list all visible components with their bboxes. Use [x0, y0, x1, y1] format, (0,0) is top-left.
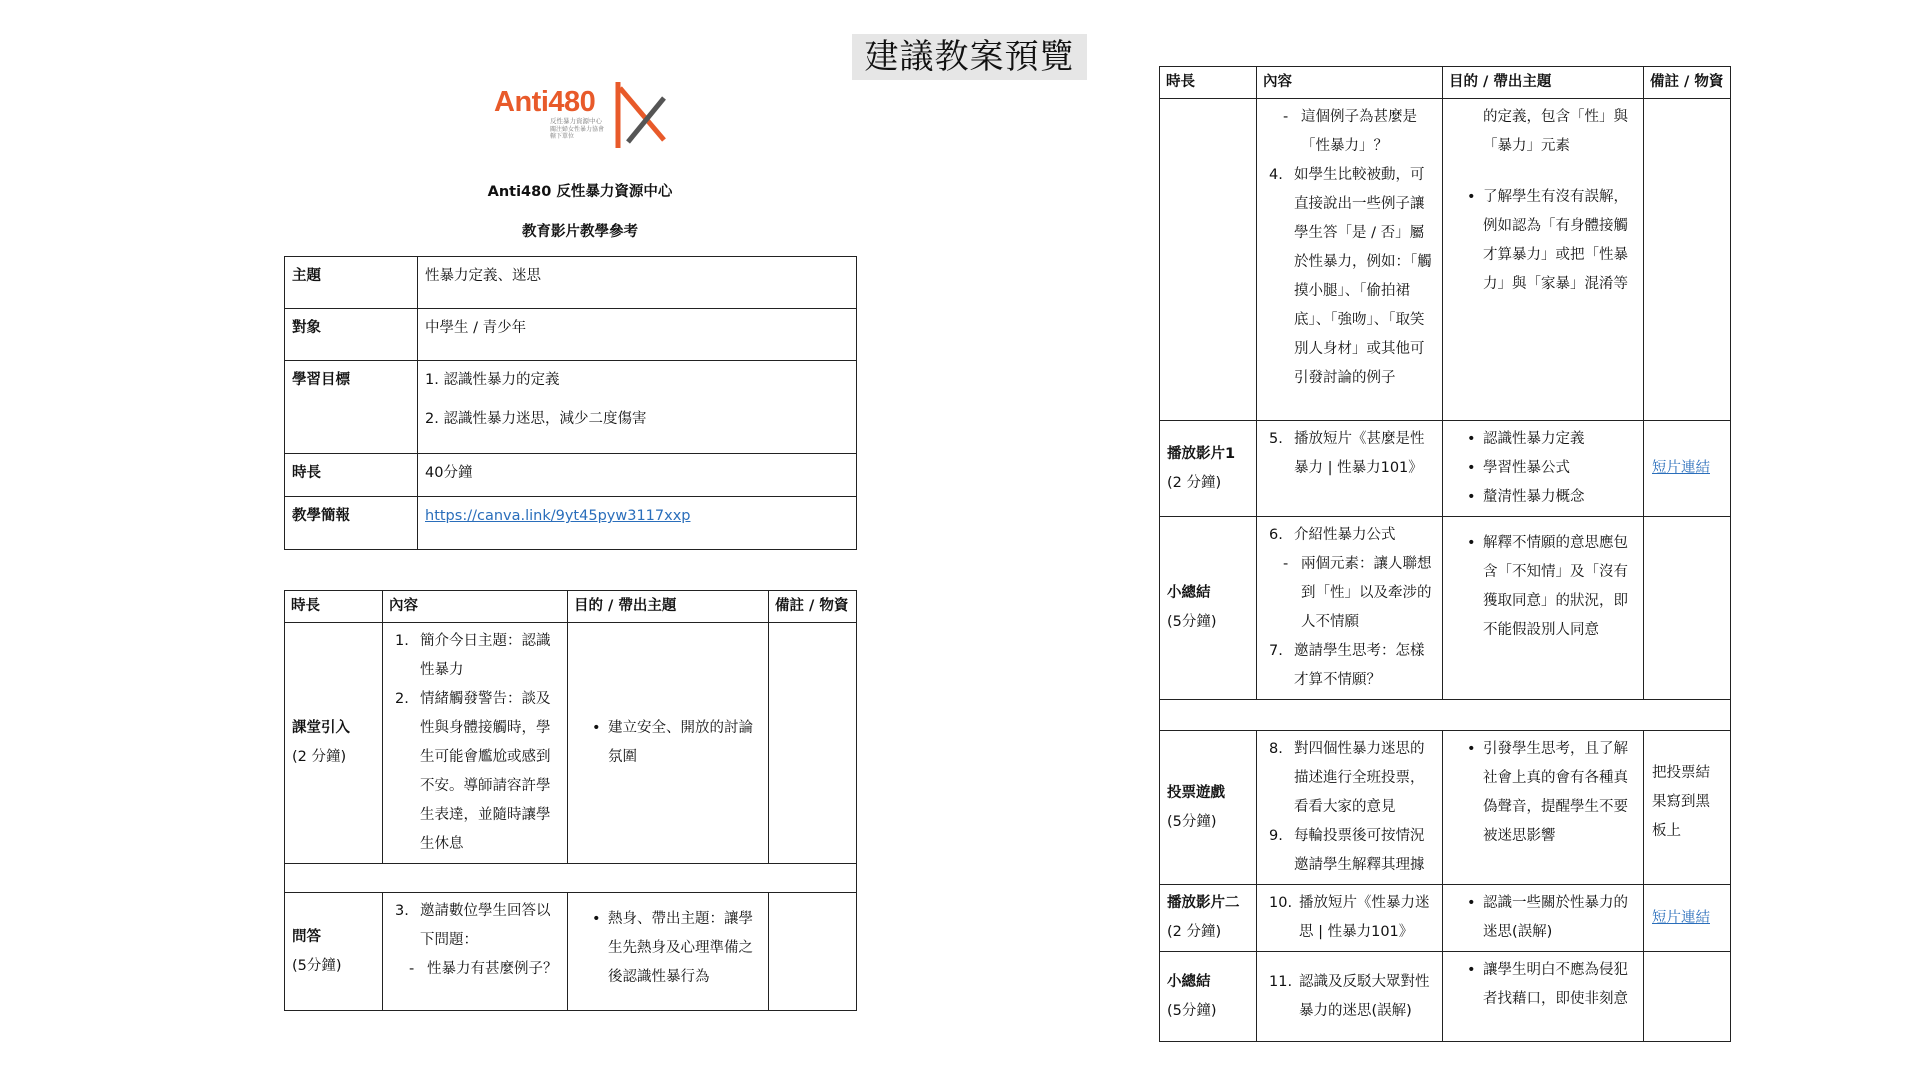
item-number: 8. [1269, 741, 1283, 757]
header-duration: 時長 [285, 591, 383, 623]
list-item [1453, 735, 1637, 851]
topic-value: 性暴力定義、迷思 [418, 257, 857, 309]
item-text: 建立安全、開放的討論氛圍 [608, 720, 753, 765]
briefing-link[interactable]: https://canva.link/9yt45pyw3117xxp [425, 508, 691, 524]
segment-name: 播放影片二 [1167, 895, 1240, 911]
item-text: 這個例子為甚麼是「性暴力」？ [1301, 109, 1417, 154]
list-item [1453, 889, 1637, 947]
segment-duration [1160, 731, 1257, 885]
item-number: 11. [1269, 973, 1293, 990]
item-text: 的定義，包含「性」與「暴力」元素 [1483, 109, 1628, 154]
table-row [1160, 99, 1731, 421]
segment-purpose [1443, 885, 1644, 952]
table-row [1160, 952, 1731, 1042]
segment-duration [1160, 421, 1257, 517]
segment-name: 課堂引入 [292, 720, 350, 736]
item-text: 引發學生思考，且了解社會上真的會有各種真偽聲音，提醒學生不要被迷思影響 [1483, 741, 1628, 844]
segment-notes [1644, 885, 1731, 952]
list-item [1269, 425, 1436, 483]
table-row [285, 257, 857, 309]
item-text: 性暴力有甚麼例子？ [427, 961, 558, 977]
topic-label: 主題 [285, 257, 418, 309]
logo-wordmark: Anti480 [494, 86, 596, 118]
list-item [1269, 161, 1436, 393]
audience-value: 中學生 / 青少年 [418, 309, 857, 361]
segment-duration [285, 893, 383, 1011]
segment-name: 投票遊戲 [1167, 784, 1225, 801]
item-text: 熱身、帶出主題：讓學生先熱身及心理準備之後認識性暴行為 [608, 911, 753, 985]
segment-notes [1644, 952, 1731, 1042]
segment-notes [1644, 99, 1731, 421]
bullet: • [1467, 895, 1476, 911]
objectives-value [418, 361, 857, 454]
segment-notes [1644, 517, 1731, 700]
item-text: 兩個元素：讓人聯想到「性」以及牽涉的人不情願 [1301, 556, 1432, 630]
bullet: • [592, 911, 601, 927]
bullet: • [1467, 535, 1476, 551]
dash-marker: - [409, 961, 415, 977]
segment-content [1257, 517, 1443, 700]
duration-label: 時長 [285, 454, 418, 497]
list-item [578, 905, 762, 992]
table-row [1160, 517, 1731, 700]
segment-content [1257, 952, 1443, 1042]
duration-value: 40分鐘 [418, 454, 857, 497]
segment-notes [769, 623, 857, 864]
item-number: 3. [395, 903, 409, 919]
segment-purpose [1443, 517, 1644, 700]
item-number: 6. [1269, 527, 1283, 543]
item-text: 學習性暴公式 [1483, 460, 1570, 476]
segment-notes [1644, 421, 1731, 517]
table-row [285, 623, 857, 864]
spacer-row [1160, 700, 1731, 731]
list-item [1453, 454, 1637, 483]
segment-time: (5分鐘) [1167, 1002, 1217, 1019]
item-text: 簡介今日主題：認識性暴力 [420, 633, 551, 678]
segment-purpose [1443, 952, 1644, 1042]
bullet: • [592, 720, 601, 736]
header-duration: 時長 [1160, 67, 1257, 99]
list-item [1453, 425, 1637, 454]
video1-link[interactable]: 短片連結 [1652, 460, 1710, 476]
item-text: 對四個性暴力迷思的描述進行全班投票，看看大家的意見 [1294, 741, 1425, 815]
segment-duration [285, 623, 383, 864]
item-number: 4. [1269, 167, 1283, 183]
item-text: 播放短片《甚麼是性暴力 | 性暴力101》 [1294, 431, 1425, 476]
bullet: • [1467, 189, 1476, 205]
list-item [1269, 550, 1436, 637]
list-item [1269, 637, 1436, 695]
item-number: 7. [1269, 643, 1283, 659]
logo-sub-line: 轄下單位 [550, 133, 575, 140]
item-text: 邀請學生思考：怎樣才算不情願？ [1294, 643, 1425, 688]
segment-content [1257, 885, 1443, 952]
list-item [1269, 103, 1436, 161]
list-item [395, 627, 561, 685]
dash-marker: - [1283, 109, 1289, 125]
spacer-row [285, 864, 857, 893]
item-number: 9. [1269, 828, 1283, 844]
item-text: 認識性暴力定義 [1483, 431, 1585, 447]
bullet: • [1467, 962, 1476, 978]
dash-marker: - [1283, 556, 1289, 572]
segment-time: (5分鐘) [1167, 813, 1217, 830]
list-item [1453, 483, 1637, 512]
segment-time: (2 分鐘) [1167, 924, 1222, 940]
item-text: 情緒觸發警告：談及性與身體接觸時，學生可能會尷尬或感到不安。導師請容許學生表達，並隨時讓學生休息 [420, 691, 551, 852]
header-notes: 備註 / 物資 [769, 591, 857, 623]
item-text: 解釋不情願的意思應包含「不知情」及「沒有獲取同意」的狀況，即不能假設別人同意 [1483, 535, 1628, 638]
list-item [1453, 956, 1637, 1014]
segment-content [1257, 731, 1443, 885]
header-notes: 備註 / 物資 [1644, 67, 1731, 99]
segment-duration [1160, 517, 1257, 700]
item-text: 邀請數位學生回答以下問題： [420, 903, 551, 948]
list-item [395, 685, 561, 859]
list-item [1269, 889, 1436, 947]
list-item [1269, 735, 1436, 822]
item-text: 了解學生有沒有誤解，例如認為「有身體接觸才算暴力」或把「性暴力」與「家暴」混淆等 [1483, 189, 1628, 292]
bullet: • [1467, 489, 1476, 505]
objective-item: 1. 認識性暴力的定義 [425, 372, 560, 388]
bullet: • [1467, 431, 1476, 447]
table-row [285, 309, 857, 361]
preview-title: 建議教案預覽 [852, 34, 1087, 80]
video2-link[interactable]: 短片連結 [1652, 909, 1710, 926]
spacer-cell [1160, 700, 1731, 731]
segment-purpose [568, 623, 769, 864]
list-item [578, 714, 762, 772]
logo-sub-line: 反性暴力資源中心 [550, 117, 602, 125]
objective-item: 2. 認識性暴力迷思，減少二度傷害 [425, 411, 647, 427]
item-text: 認識一些關於性暴力的迷思(誤解) [1483, 895, 1628, 940]
anti480-logo [494, 80, 674, 152]
table-row [1160, 885, 1731, 952]
segment-notes [1644, 731, 1731, 885]
segment-content [383, 893, 568, 1011]
table-header-row [285, 591, 857, 623]
item-text: 認識及反駁大眾對性暴力的迷思(誤解) [1299, 973, 1430, 1019]
header-content: 內容 [1257, 67, 1443, 99]
segment-purpose [1443, 99, 1644, 421]
segment-duration [1160, 885, 1257, 952]
briefing-label: 教學簡報 [285, 497, 418, 550]
organization-name: Anti480 反性暴力資源中心 [487, 184, 673, 200]
item-text: 每輪投票後可按情況邀請學生解釋其理據 [1294, 828, 1425, 873]
segment-content [1257, 421, 1443, 517]
item-number: 10. [1269, 895, 1293, 911]
item-text: 介紹性暴力公式 [1294, 527, 1396, 543]
lesson-info-table [284, 256, 857, 550]
item-number: 1. [395, 633, 409, 649]
header-purpose: 目的 / 帶出主題 [568, 591, 769, 623]
logo-sub-line: 關注婦女性暴力協會 [550, 125, 605, 133]
segment-name: 問答 [292, 928, 321, 945]
table-header-row [1160, 67, 1731, 99]
list-item [1269, 822, 1436, 880]
segment-time: (5分鐘) [1167, 614, 1217, 630]
logo-x-mark-icon [614, 82, 670, 148]
segment-name: 小總結 [1167, 973, 1211, 990]
table-row [1160, 421, 1731, 517]
table-row [285, 893, 857, 1011]
segment-name: 播放影片1 [1167, 445, 1236, 462]
bullet: • [1467, 741, 1476, 757]
item-number: 5. [1269, 431, 1283, 447]
spacer-cell [285, 864, 857, 893]
segment-name: 小總結 [1167, 585, 1211, 601]
bullet: • [1467, 460, 1476, 476]
list-item [1453, 183, 1637, 299]
lesson-plan-table-left [284, 590, 857, 1011]
segment-time: (2 分鐘) [292, 749, 347, 765]
table-row [285, 454, 857, 497]
segment-content [1257, 99, 1443, 421]
segment-notes [769, 893, 857, 1011]
segment-purpose [1443, 421, 1644, 517]
audience-label: 對象 [285, 309, 418, 361]
vote-note: 把投票結果寫到黑板上 [1652, 765, 1710, 839]
list-item [395, 897, 561, 955]
segment-purpose [1443, 731, 1644, 885]
document-title: 教育影片教學參考 [522, 224, 638, 240]
header-purpose: 目的 / 帶出主題 [1443, 67, 1644, 99]
objectives-label: 學習目標 [285, 361, 418, 454]
logo-subtitle [550, 118, 610, 141]
item-text: 播放短片《性暴力迷思 | 性暴力101》 [1299, 895, 1430, 940]
header-content: 內容 [383, 591, 568, 623]
table-row [1160, 731, 1731, 885]
item-number: 2. [395, 691, 409, 707]
list-item [1269, 521, 1436, 550]
item-text: 如學生比較被動，可直接說出一些例子讓學生答「是 / 否」屬於性暴力，例如：「觸摸小腿」、「偷拍裙底」、「強吻」、「取笑別人身材」或其他可引發討論的例子 [1294, 167, 1432, 386]
item-text: 釐清性暴力概念 [1483, 489, 1585, 505]
table-row [285, 361, 857, 454]
segment-purpose [568, 893, 769, 1011]
list-item [395, 955, 561, 984]
segment-time: (2 分鐘) [1167, 474, 1222, 491]
list-item [1269, 968, 1436, 1026]
table-row [285, 497, 857, 550]
segment-duration [1160, 952, 1257, 1042]
segment-content [383, 623, 568, 864]
list-item [1453, 529, 1637, 645]
item-text: 讓學生明白不應為侵犯者找藉口，即使非刻意 [1483, 962, 1628, 1007]
segment-time: (5分鐘) [292, 957, 342, 974]
segment-duration [1160, 99, 1257, 421]
briefing-value [418, 497, 857, 550]
lesson-plan-table-right [1159, 66, 1731, 1042]
